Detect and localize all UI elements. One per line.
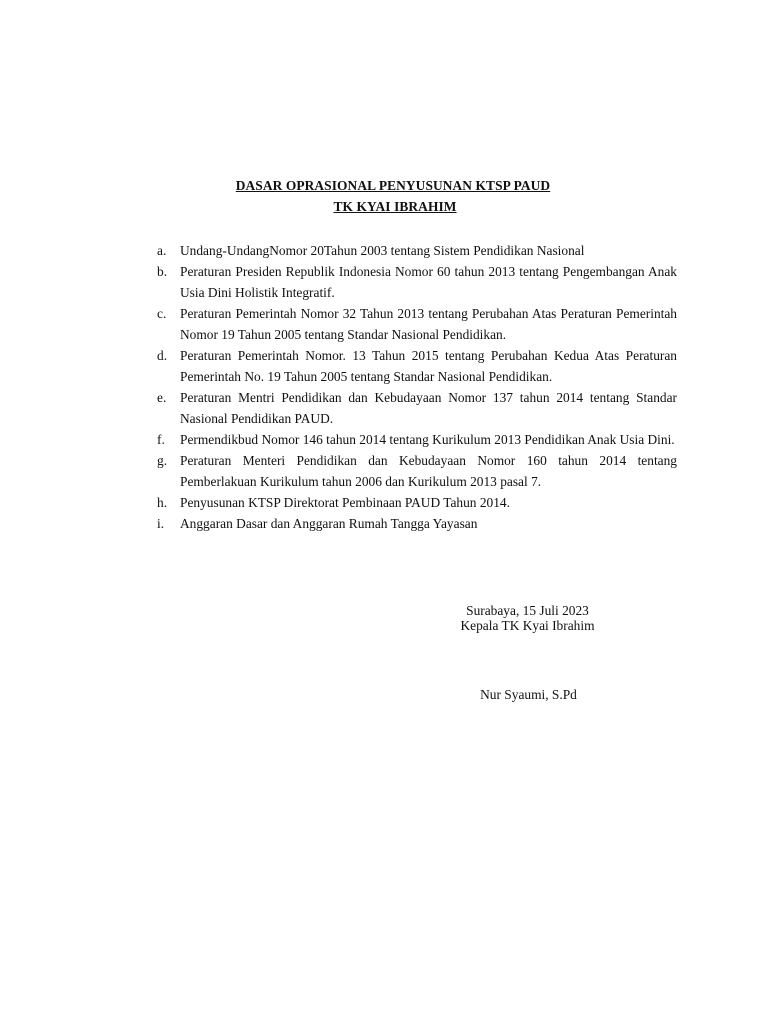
list-item (157, 345, 677, 387)
list-marker: d. (157, 348, 168, 363)
list-item-text: Anggaran Dasar dan Anggaran Rumah Tangga Yayasan (180, 516, 478, 531)
list-item-text: Peraturan Pemerintah Nomor. 13 Tahun 2015 tentang Perubahan Kedua Atas Peraturan Pemerintah No. 19 Tahun 2005 tentang Standar Nasional Pendidikan. (180, 348, 677, 384)
list-item-text: Peraturan Menteri Pendidikan dan Kebudayaan Nomor 160 tahun 2014 tentang Pemberlakuan Kurikulum tahun 2006 dan Kurikulum 2013 pasal 7. (180, 453, 677, 489)
document-title: DASAR OPRASIONAL PENYUSUNAN KTSP PAUD (235, 178, 551, 193)
signature-role: Kepala TK Kyai Ibrahim (460, 618, 595, 633)
list-item (157, 513, 677, 534)
list-marker: h. (157, 495, 168, 510)
regulation-list (157, 240, 677, 534)
list-item-text: Undang-UndangNomor 20Tahun 2003 tentang Sistem Pendidikan Nasional (180, 243, 585, 258)
list-marker: i. (157, 516, 165, 531)
list-marker: g. (157, 453, 168, 468)
list-item (157, 450, 677, 492)
signature-place-date: Surabaya, 15 Juli 2023 (466, 603, 589, 618)
signature-name: Nur Syaumi, S.Pd (480, 687, 577, 702)
list-item-text: Peraturan Pemerintah Nomor 32 Tahun 2013 tentang Perubahan Atas Peraturan Pemerintah Nomor 19 Tahun 2005 tentang Standar Nasional Pendidikan. (180, 306, 677, 342)
list-item-text: Penyusunan KTSP Direktorat Pembinaan PAUD Tahun 2014. (180, 495, 510, 510)
list-item (157, 387, 677, 429)
list-item (157, 303, 677, 345)
list-marker: b. (157, 264, 168, 279)
list-item (157, 240, 677, 261)
list-item (157, 261, 677, 303)
list-item-text: Permendikbud Nomor 146 tahun 2014 tentang Kurikulum 2013 Pendidikan Anak Usia Dini. (180, 432, 675, 447)
list-item (157, 492, 677, 513)
list-item-text: Peraturan Presiden Republik Indonesia Nomor 60 tahun 2013 tentang Pengembangan Anak Usia Dini Holistik Integratif. (180, 264, 677, 300)
list-marker: f. (157, 432, 165, 447)
document-subtitle: TK KYAI IBRAHIM (333, 199, 457, 214)
list-marker: a. (157, 243, 167, 258)
list-item-text: Peraturan Mentri Pendidikan dan Kebudayaan Nomor 137 tahun 2014 tentang Standar Nasional Pendidikan PAUD. (180, 390, 677, 426)
list-item (157, 429, 677, 450)
list-marker: e. (157, 390, 167, 405)
list-marker: c. (157, 306, 167, 321)
